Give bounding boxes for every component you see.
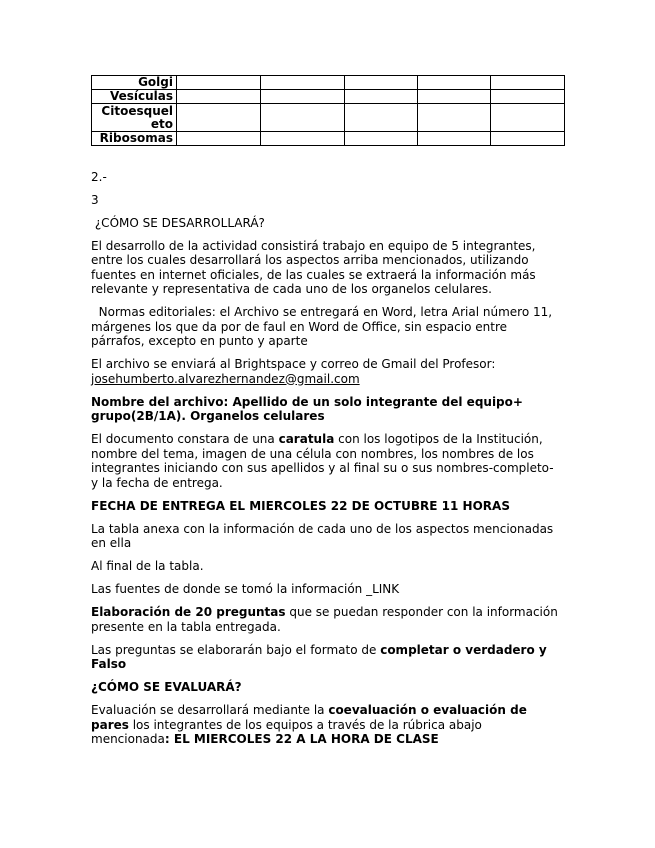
table-row <box>92 90 565 104</box>
paragraph-filename: Nombre del archivo: Apellido de un solo integrante del equipo+ grupo(2B/1A). Organelos celulares <box>91 394 523 423</box>
eval-end: : EL MIERCOLES 22 A LA HORA DE CLASE <box>164 732 439 746</box>
paragraph-questions <box>91 605 564 634</box>
paragraph-end-table: Al final de la tabla. <box>91 559 204 573</box>
table-cell <box>491 132 565 146</box>
doc-text-bold: caratula <box>278 432 335 446</box>
doc-text-pre: El documento constara de una <box>91 432 279 446</box>
eval-pre: Evaluación se desarrollará mediante la <box>91 703 329 717</box>
doc-text-post: con los logotipos de la Institución, nombre del tema, imagen de una célula con nombres, los nombres de los integrantes iniciando con sus apellidos y al final su o sus nombres-completo- y la fecha de entrega. <box>91 432 554 490</box>
item-number-3: 3 <box>91 192 99 207</box>
paragraph-table-annex: La tabla anexa con la información de cada uno de los aspectos mencionadas en ella <box>91 521 554 550</box>
format-pre: Las preguntas se elaborarán bajo el formato de <box>91 642 381 657</box>
table-cell <box>177 104 261 132</box>
table-cell <box>345 76 418 90</box>
table-cell <box>261 90 345 104</box>
table-cell <box>177 90 261 104</box>
table-cell <box>345 90 418 104</box>
table-cell <box>261 104 345 132</box>
table-row <box>92 132 565 146</box>
paragraph-editorial-norms: Normas editoriales: el Archivo se entregará en Word, letra Arial número 11, márgenes los que da por de faul en Word de Office, sin espacio entre párrafos, excepto en punto y aparte <box>91 305 556 348</box>
paragraph-development: El desarrollo de la actividad consistirá trabajo en equipo de 5 integrantes, entre los cuales desarrollará los aspectos arriba mencionados, utilizando fuentes en internet oficiales, de las cuales se extraerá la información más relevante y representativa de cada uno de los organelos celulares. <box>91 238 536 296</box>
paragraph-format <box>91 643 564 672</box>
table-cell <box>491 104 565 132</box>
table-cell-organelle: Citoesqueleto <box>92 104 177 132</box>
professor-email-link[interactable]: josehumberto.alvarezhernandez@gmail.com <box>91 371 360 386</box>
table-cell <box>177 132 261 146</box>
heading-how-evaluated: ¿CÓMO SE EVALUARÁ? <box>91 680 242 694</box>
format-bold: completar o verdadero y Falso <box>91 642 547 671</box>
paragraph-sources: Las fuentes de donde se tomó la información _LINK <box>91 582 400 596</box>
table-cell <box>418 132 491 146</box>
table-cell <box>418 76 491 90</box>
page-content <box>91 75 564 747</box>
table-cell-organelle: Golgi <box>92 76 177 90</box>
table-cell <box>418 104 491 132</box>
table-row <box>92 76 565 90</box>
table-cell <box>345 132 418 146</box>
questions-bold: Elaboración de 20 preguntas <box>91 605 286 619</box>
eval-bold: coevaluación o evaluación de pares <box>91 703 527 732</box>
table-row <box>92 104 565 132</box>
paragraph-deadline: FECHA DE ENTREGA EL MIERCOLES 22 DE OCTUBRE 11 HORAS <box>91 498 510 513</box>
heading-how-developed: ¿CÓMO SE DESARROLLARÁ? <box>91 215 265 230</box>
table-cell-organelle: Ribosomas <box>92 132 177 146</box>
table-cell <box>345 104 418 132</box>
table-cell <box>418 90 491 104</box>
table-cell <box>261 76 345 90</box>
table-cell <box>491 90 565 104</box>
paragraph-send <box>91 357 564 386</box>
send-text: El archivo se enviará al Brightspace y correo de Gmail del Profesor: <box>91 357 496 371</box>
paragraph-evaluation <box>91 703 564 747</box>
organelle-table <box>91 75 565 146</box>
eval-mid: los integrantes de los equipos a través de la rúbrica abajo mencionada <box>91 717 482 746</box>
table-cell <box>261 132 345 146</box>
table-cell <box>177 76 261 90</box>
questions-post: que se puedan responder con la información presente en la tabla entregada. <box>91 605 558 634</box>
table-cell-organelle: Vesículas <box>92 90 177 104</box>
paragraph-document <box>91 432 564 490</box>
table-cell <box>491 76 565 90</box>
item-number-2: 2.- <box>91 170 107 184</box>
